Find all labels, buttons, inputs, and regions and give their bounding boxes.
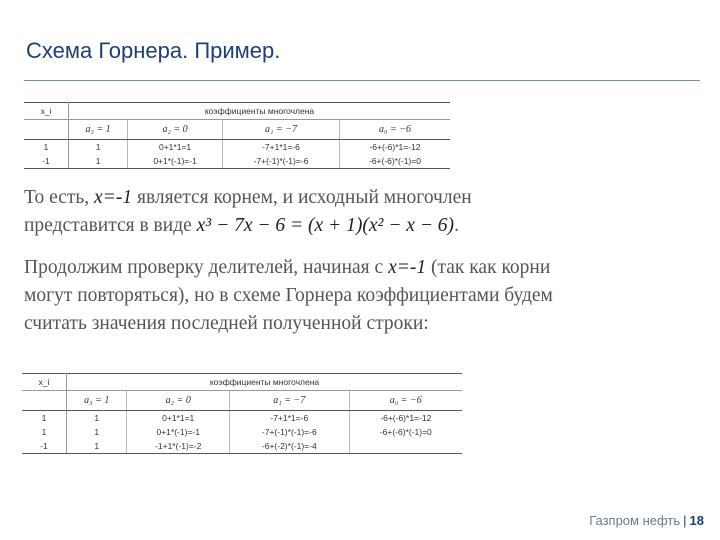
table-cell: -7+(-1)*(-1)=-6 xyxy=(230,425,350,439)
coef-subheader: a₁ = −7 xyxy=(230,391,350,411)
table-cell: 1 xyxy=(95,142,101,152)
coef-subheader: a₂ = 0 xyxy=(127,391,230,411)
paragraph-line: представится в виде x³ − 7x − 6 = (x + 1)(x² − x − 6). xyxy=(24,215,459,236)
table-cell: -6+(-6)*(-1)=0 xyxy=(339,154,450,169)
factorization-formula: x³ − 7x − 6 = (x + 1)(x² − x − 6) xyxy=(196,215,455,236)
table-cell: -1+1*(-1)=-2 xyxy=(127,439,230,454)
coef-subheader: a₀ = −6 xyxy=(339,120,450,140)
table-cell: 1 xyxy=(22,425,67,439)
paragraph-line: То есть, x=-1 является корнем, и исходный многочлен xyxy=(24,187,472,208)
table-row xyxy=(24,140,450,155)
table-cell: -7+(-1)*(-1)=-6 xyxy=(222,154,339,169)
paragraph-continue-check xyxy=(24,254,700,338)
table-cell: 0+1*(-1)=-1 xyxy=(128,154,223,169)
table-cell: 1 xyxy=(69,154,128,169)
paragraph-line: могут повторяться), но в схеме Горнера коэффициентами будем xyxy=(24,285,553,306)
table-cell: 1 xyxy=(24,140,69,155)
table-cell: 1 xyxy=(22,411,67,426)
table-cell: 1 xyxy=(94,427,100,437)
table-cell: -1 xyxy=(24,154,69,169)
table-cell: 0+1*1=1 xyxy=(128,140,223,155)
coef-subheader: a₂ = 0 xyxy=(128,120,223,140)
footer xyxy=(589,513,704,528)
horner-table-2 xyxy=(22,373,462,454)
x-column-header: x_i xyxy=(24,103,69,120)
table-cell: 0+1*(-1)=-1 xyxy=(127,425,230,439)
paragraph-line: Продолжим проверку делителей, начиная с x=-1 (так как корни xyxy=(24,257,551,278)
table-row xyxy=(22,425,462,439)
company-name: Газпром нефть xyxy=(589,513,681,528)
coef-subheader: a₃ = 1 xyxy=(69,120,128,140)
x-column-header: x_i xyxy=(22,374,67,391)
table-row xyxy=(22,439,462,454)
horner-table-1 xyxy=(24,102,450,169)
table-cell xyxy=(349,439,462,454)
slide-title: Схема Горнера. Пример. xyxy=(26,38,281,63)
table-cell: 0+1*1=1 xyxy=(127,411,230,426)
paragraph-root-result xyxy=(24,184,700,240)
table-cell: 1 xyxy=(94,413,100,423)
table-cell: -6+(-6)*1=-12 xyxy=(339,140,450,155)
table-cell: -6+(-2)*(-1)=-4 xyxy=(230,439,350,454)
footer-separator: | xyxy=(683,513,687,528)
root-value: x=-1 xyxy=(388,257,427,278)
title-divider xyxy=(24,80,700,81)
coefficients-header: коэффициенты многочлена xyxy=(69,103,451,120)
coef-subheader: a₁ = −7 xyxy=(222,120,339,140)
table-cell: 1 xyxy=(67,439,127,454)
table-row xyxy=(24,154,450,169)
coef-subheader: a₀ = −6 xyxy=(349,391,462,411)
table-cell: -7+1*1=-6 xyxy=(230,411,350,426)
table-cell: -1 xyxy=(22,439,67,454)
table-cell: -6+(-6)*1=-12 xyxy=(349,411,462,426)
table-row xyxy=(22,411,462,426)
page-number: 18 xyxy=(689,513,704,528)
coefficients-header: коэффициенты многочлена xyxy=(67,374,463,391)
table-cell: -6+(-6)*(-1)=0 xyxy=(349,425,462,439)
paragraph-line: считать значения последней полученной строки: xyxy=(24,313,429,334)
coef-subheader: a₃ = 1 xyxy=(67,391,127,411)
root-value: x=-1 xyxy=(94,187,133,208)
table-cell: -7+1*1=-6 xyxy=(222,140,339,155)
